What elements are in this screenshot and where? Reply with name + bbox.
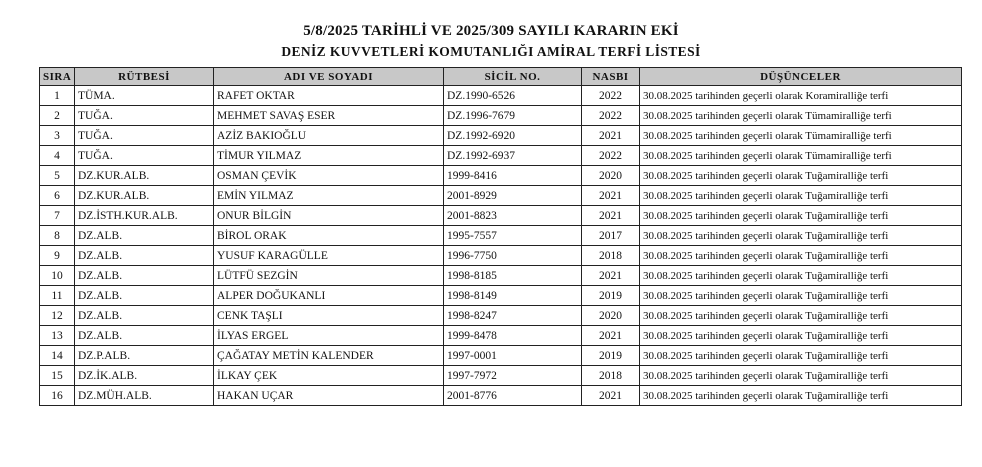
cell-sicil: 1996-7750	[444, 246, 582, 266]
cell-nasbi: 2021	[582, 386, 640, 406]
cell-nasbi: 2018	[582, 246, 640, 266]
cell-sicil: 1995-7557	[444, 226, 582, 246]
cell-sicil: 1997-0001	[444, 346, 582, 366]
cell-rutbe: DZ.ALB.	[75, 286, 214, 306]
table-row	[40, 286, 962, 306]
cell-nasbi: 2022	[582, 146, 640, 166]
cell-dusunce: 30.08.2025 tarihinden geçerli olarak Tuğamiralliğe terfi	[640, 206, 962, 226]
cell-ad: BİROL ORAK	[214, 226, 444, 246]
table-row	[40, 206, 962, 226]
cell-nasbi: 2022	[582, 86, 640, 106]
cell-sira: 15	[40, 366, 75, 386]
cell-dusunce: 30.08.2025 tarihinden geçerli olarak Tuğamiralliğe terfi	[640, 386, 962, 406]
cell-sira: 8	[40, 226, 75, 246]
cell-sicil: 1997-7972	[444, 366, 582, 386]
cell-dusunce: 30.08.2025 tarihinden geçerli olarak Tümamiralliğe terfi	[640, 106, 962, 126]
cell-nasbi: 2018	[582, 366, 640, 386]
cell-nasbi: 2022	[582, 106, 640, 126]
table-row	[40, 366, 962, 386]
cell-sira: 14	[40, 346, 75, 366]
cell-sicil: 2001-8776	[444, 386, 582, 406]
cell-rutbe: TUĞA.	[75, 126, 214, 146]
cell-rutbe: DZ.ALB.	[75, 306, 214, 326]
cell-sicil: DZ.1996-7679	[444, 106, 582, 126]
table-body	[40, 86, 962, 406]
cell-sira: 5	[40, 166, 75, 186]
cell-dusunce: 30.08.2025 tarihinden geçerli olarak Tuğamiralliğe terfi	[640, 166, 962, 186]
cell-rutbe: TUĞA.	[75, 106, 214, 126]
column-header-sira: SIRA	[40, 68, 75, 86]
cell-sicil: DZ.1992-6920	[444, 126, 582, 146]
cell-sicil: DZ.1990-6526	[444, 86, 582, 106]
cell-ad: İLKAY ÇEK	[214, 366, 444, 386]
cell-dusunce: 30.08.2025 tarihinden geçerli olarak Tuğamiralliğe terfi	[640, 286, 962, 306]
cell-dusunce: 30.08.2025 tarihinden geçerli olarak Tuğamiralliğe terfi	[640, 266, 962, 286]
table-row	[40, 306, 962, 326]
cell-sira: 13	[40, 326, 75, 346]
table-row	[40, 326, 962, 346]
cell-nasbi: 2021	[582, 186, 640, 206]
cell-ad: LÜTFÜ SEZGİN	[214, 266, 444, 286]
cell-dusunce: 30.08.2025 tarihinden geçerli olarak Tuğamiralliğe terfi	[640, 366, 962, 386]
cell-sira: 11	[40, 286, 75, 306]
cell-rutbe: DZ.KUR.ALB.	[75, 166, 214, 186]
cell-ad: HAKAN UÇAR	[214, 386, 444, 406]
document-subtitle: DENİZ KUVVETLERİ KOMUTANLIĞI AMİRAL TERFİ LİSTESİ	[281, 44, 701, 59]
cell-sira: 12	[40, 306, 75, 326]
cell-ad: ONUR BİLGİN	[214, 206, 444, 226]
cell-sicil: 2001-8929	[444, 186, 582, 206]
table-row	[40, 266, 962, 286]
cell-sira: 10	[40, 266, 75, 286]
cell-rutbe: TUĞA.	[75, 146, 214, 166]
cell-rutbe: DZ.P.ALB.	[75, 346, 214, 366]
cell-nasbi: 2021	[582, 206, 640, 226]
table-row	[40, 186, 962, 206]
cell-sicil: 1999-8416	[444, 166, 582, 186]
cell-nasbi: 2019	[582, 286, 640, 306]
cell-sicil: 1999-8478	[444, 326, 582, 346]
cell-sira: 9	[40, 246, 75, 266]
cell-rutbe: DZ.İSTH.KUR.ALB.	[75, 206, 214, 226]
table-row	[40, 86, 962, 106]
cell-ad: RAFET OKTAR	[214, 86, 444, 106]
table-row	[40, 226, 962, 246]
column-header-sicil: SİCİL NO.	[444, 68, 582, 86]
cell-sira: 7	[40, 206, 75, 226]
cell-ad: EMİN YILMAZ	[214, 186, 444, 206]
cell-ad: OSMAN ÇEVİK	[214, 166, 444, 186]
cell-sira: 16	[40, 386, 75, 406]
cell-dusunce: 30.08.2025 tarihinden geçerli olarak Tuğamiralliğe terfi	[640, 246, 962, 266]
table-row	[40, 146, 962, 166]
table-row	[40, 346, 962, 366]
cell-ad: ÇAĞATAY METİN KALENDER	[214, 346, 444, 366]
cell-nasbi: 2020	[582, 166, 640, 186]
cell-ad: AZİZ BAKIOĞLU	[214, 126, 444, 146]
table-row	[40, 166, 962, 186]
cell-ad: MEHMET SAVAŞ ESER	[214, 106, 444, 126]
document-title: 5/8/2025 TARİHLİ VE 2025/309 SAYILI KARARIN EKİ	[303, 23, 679, 39]
cell-sira: 3	[40, 126, 75, 146]
table-row	[40, 106, 962, 126]
column-header-dusunce: DÜŞÜNCELER	[640, 68, 962, 86]
cell-rutbe: DZ.ALB.	[75, 246, 214, 266]
cell-nasbi: 2021	[582, 126, 640, 146]
cell-sira: 1	[40, 86, 75, 106]
table-row	[40, 246, 962, 266]
document-header	[0, 22, 982, 61]
table-header-row	[40, 68, 962, 86]
cell-dusunce: 30.08.2025 tarihinden geçerli olarak Tuğamiralliğe terfi	[640, 186, 962, 206]
cell-ad: İLYAS ERGEL	[214, 326, 444, 346]
cell-sicil: 1998-8149	[444, 286, 582, 306]
cell-sicil: 1998-8247	[444, 306, 582, 326]
column-header-rutbe: RÜTBESİ	[75, 68, 214, 86]
cell-sira: 6	[40, 186, 75, 206]
cell-sicil: 1998-8185	[444, 266, 582, 286]
cell-rutbe: DZ.ALB.	[75, 266, 214, 286]
cell-nasbi: 2019	[582, 346, 640, 366]
cell-rutbe: DZ.ALB.	[75, 326, 214, 346]
cell-sicil: 2001-8823	[444, 206, 582, 226]
cell-ad: CENK TAŞLI	[214, 306, 444, 326]
cell-rutbe: DZ.MÜH.ALB.	[75, 386, 214, 406]
column-header-ad: ADI VE SOYADI	[214, 68, 444, 86]
cell-ad: YUSUF KARAGÜLLE	[214, 246, 444, 266]
cell-nasbi: 2020	[582, 306, 640, 326]
cell-dusunce: 30.08.2025 tarihinden geçerli olarak Tuğamiralliğe terfi	[640, 346, 962, 366]
promotion-list-table	[39, 67, 962, 406]
cell-rutbe: DZ.KUR.ALB.	[75, 186, 214, 206]
cell-sicil: DZ.1992-6937	[444, 146, 582, 166]
cell-nasbi: 2021	[582, 266, 640, 286]
cell-ad: ALPER DOĞUKANLI	[214, 286, 444, 306]
column-header-nasbi: NASBI	[582, 68, 640, 86]
table-row	[40, 386, 962, 406]
cell-dusunce: 30.08.2025 tarihinden geçerli olarak Koramiralliğe terfi	[640, 86, 962, 106]
cell-rutbe: DZ.İK.ALB.	[75, 366, 214, 386]
cell-dusunce: 30.08.2025 tarihinden geçerli olarak Tuğamiralliğe terfi	[640, 326, 962, 346]
cell-nasbi: 2017	[582, 226, 640, 246]
cell-nasbi: 2021	[582, 326, 640, 346]
cell-rutbe: DZ.ALB.	[75, 226, 214, 246]
cell-dusunce: 30.08.2025 tarihinden geçerli olarak Tümamiralliğe terfi	[640, 146, 962, 166]
cell-dusunce: 30.08.2025 tarihinden geçerli olarak Tuğamiralliğe terfi	[640, 226, 962, 246]
cell-ad: TİMUR YILMAZ	[214, 146, 444, 166]
table-row	[40, 126, 962, 146]
cell-rutbe: TÜMA.	[75, 86, 214, 106]
cell-sira: 4	[40, 146, 75, 166]
cell-dusunce: 30.08.2025 tarihinden geçerli olarak Tuğamiralliğe terfi	[640, 306, 962, 326]
cell-dusunce: 30.08.2025 tarihinden geçerli olarak Tümamiralliğe terfi	[640, 126, 962, 146]
cell-sira: 2	[40, 106, 75, 126]
